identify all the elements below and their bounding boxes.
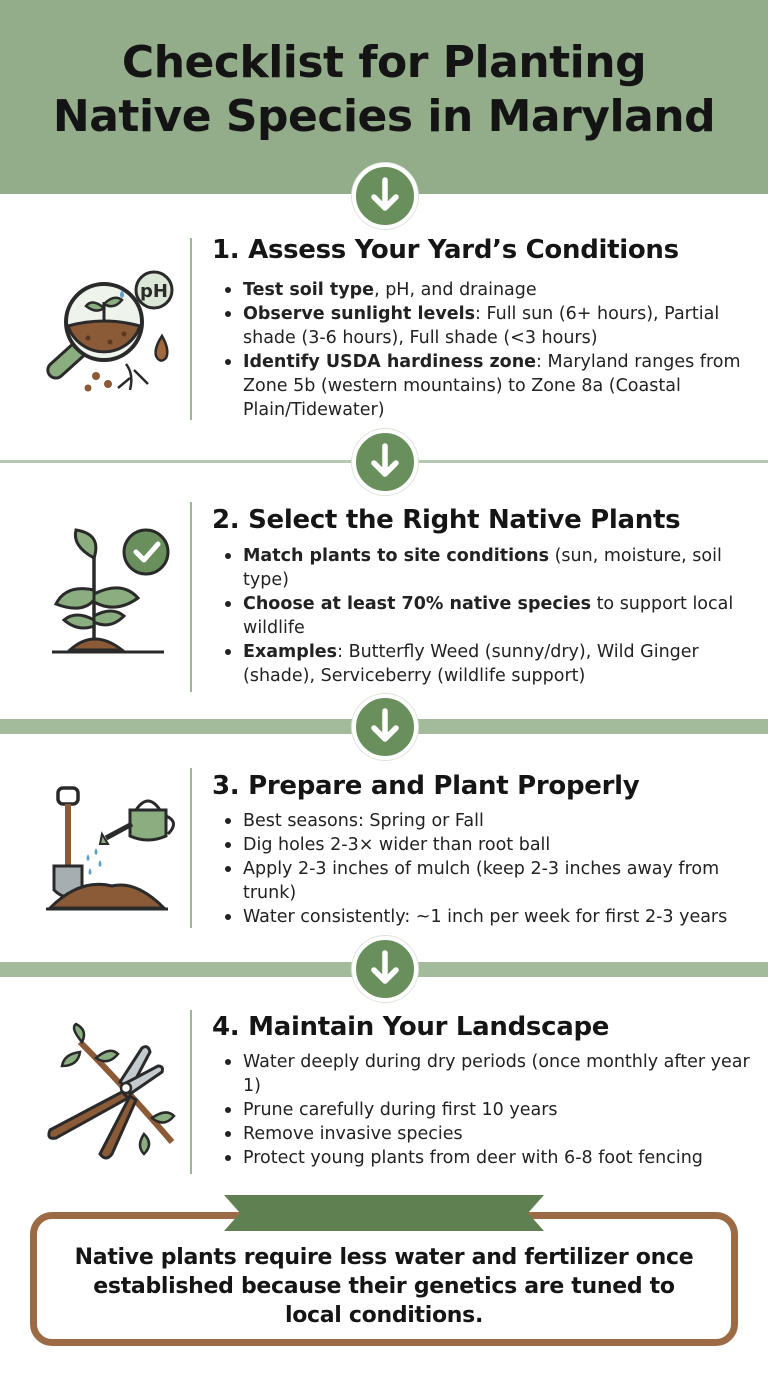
soil-test-magnifier-icon (38, 260, 178, 400)
step-3-list (222, 809, 754, 929)
title-line-1: Checklist for Planting (121, 37, 647, 88)
list-item: Water consistently: ~1 inch per week for first 2-3 years (222, 905, 754, 929)
list-item: Match plants to site conditions (sun, moisture, soil type) (222, 544, 754, 592)
shovel-watering-can-icon (40, 782, 180, 912)
list-item: Prune carefully during first 10 years (222, 1098, 754, 1122)
ph-label: pH (140, 281, 168, 302)
down-arrow-icon (352, 694, 418, 760)
key-takeaway-text: Native plants require less water and fertilizer once established because their genetics are tuned to local conditions. (74, 1245, 694, 1328)
list-item: Protect young plants from deer with 6-8 foot fencing (222, 1146, 754, 1170)
page-title (0, 36, 768, 144)
list-item: Examples: Butterfly Weed (sunny/dry), Wild Ginger (shade), Serviceberry (wildlife support) (222, 640, 754, 688)
list-item: Identify USDA hardiness zone: Maryland ranges from Zone 5b (western mountains) to Zone 8a (Coastal Plain/Tidewater) (222, 350, 754, 422)
list-item: Water deeply during dry periods (once monthly after year 1) (222, 1050, 754, 1098)
step-4-heading: 4. Maintain Your Landscape (212, 1012, 610, 1042)
down-arrow-icon (352, 429, 418, 495)
step-1-list (222, 278, 754, 422)
section-rule (190, 238, 192, 420)
list-item: Test soil type, pH, and drainage (222, 278, 754, 302)
step-2-list (222, 544, 754, 688)
step-2-heading: 2. Select the Right Native Plants (212, 505, 681, 535)
section-rule (190, 502, 192, 692)
step-1-heading: 1. Assess Your Yard’s Conditions (212, 235, 679, 265)
down-arrow-icon (352, 163, 418, 229)
list-item: Observe sunlight levels: Full sun (6+ hours), Partial shade (3-6 hours), Full shade (<3 hours) (222, 302, 754, 350)
seedling-check-icon (46, 524, 176, 658)
step-3-section (0, 766, 768, 946)
ribbon-decoration (224, 1195, 544, 1231)
list-item: Choose at least 70% native species to support local wildlife (222, 592, 754, 640)
step-1-section (0, 230, 768, 430)
step-3-heading: 3. Prepare and Plant Properly (212, 771, 640, 801)
list-item: Remove invasive species (222, 1122, 754, 1146)
section-rule (190, 768, 192, 928)
list-item: Best seasons: Spring or Fall (222, 809, 754, 833)
list-item: Dig holes 2-3× wider than root ball (222, 833, 754, 857)
step-2-section (0, 500, 768, 700)
section-rule (190, 1010, 192, 1174)
title-line-2: Native Species in Maryland (52, 91, 716, 142)
step-4-section (0, 1008, 768, 1178)
key-takeaway-box (30, 1212, 738, 1346)
pruning-shears-icon (40, 1022, 180, 1162)
step-4-list (222, 1050, 754, 1170)
list-item: Apply 2-3 inches of mulch (keep 2-3 inches away from trunk) (222, 857, 754, 905)
